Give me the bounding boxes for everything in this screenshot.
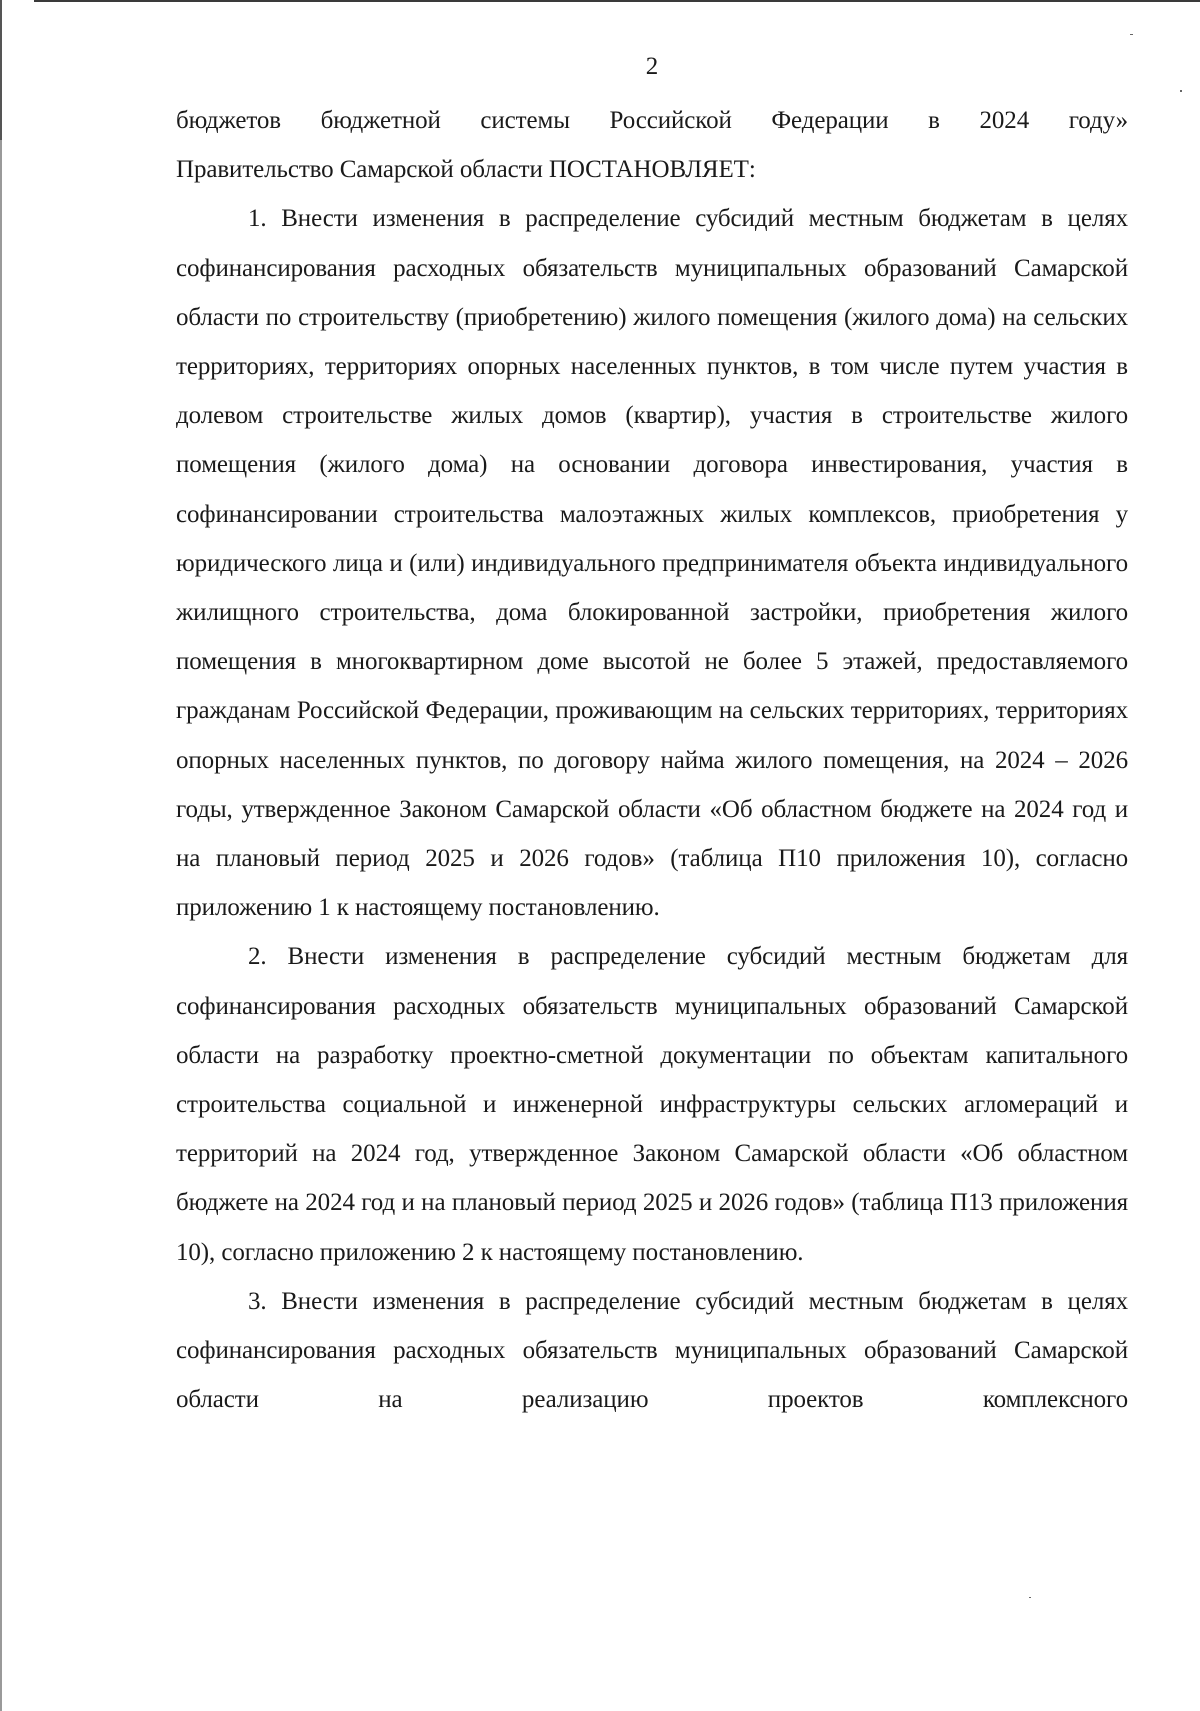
decree-item-3: 3. Внести изменения в распределение субсидий местным бюджетам в целях софинансирования расходных обязательств муниципальных образований Самарской области на реализацию проектов комплексного — [176, 1287, 1128, 1414]
intro-continuation: бюджетов бюджетной системы Российской Федерации в 2024 году» — [176, 107, 1128, 134]
scan-border-left — [0, 0, 2, 1711]
page-number: 2 — [645, 53, 659, 80]
decree-item-2: 2. Внести изменения в распределение субсидий местным бюджетам для софинансирования расходных обязательств муниципальных образований Самарской области на разработку проектно-сметной документации по объектам капитального строительства социальной и инженерной инфраструктуры сельских агломераций и территорий на 2024 год, утвержденное Законом Самарской области «Об областном бюджете на 2024 год и на плановый период 2025 и 2026 годов» (таблица П13 приложения 10), согласно приложению 2 к настоящему постановлению. — [176, 943, 1128, 1266]
scan-speck — [1180, 90, 1182, 92]
decree-item-1: 1. Внести изменения в распределение субсидий местным бюджетам в целях софинансирования расходных обязательств муниципальных образований Самарской области по строительству (приобретению) жилого помещения (жилого дома) на сельских территориях, территориях опорных населенных пунктов, в том числе путем участия в долевом строительстве жилых домов (квартир), участия в строительстве жилого помещения (жилого дома) на основании договора инвестирования, участия в софинансировании строительства малоэтажных жилых комплексов, приобретения у юридического лица и (или) индивидуального предпринимателя объекта индивидуального жилищного строительства, дома блокированной застройки, приобретения жилого помещения в многоквартирном доме высотой не более 5 этажей, предоставляемого гражданам Российской Федерации, проживающим на сельских территориях, территориях опорных населенных пунктов, по договору найма жилого помещения, на 2024 – 2026 годы, утвержденное Законом Самарской области «Об областном бюджете на 2024 год и на плановый период 2025 и 2026 годов» (таблица П10 приложения 10), согласно приложению 1 к настоящему постановлению. — [176, 205, 1128, 922]
scan-speck — [1029, 1597, 1031, 1598]
decree-statement: Правительство Самарской области ПОСТАНОВЛЯЕТ: — [176, 156, 756, 184]
scan-border-top — [34, 0, 1200, 2]
scan-speck — [1130, 34, 1133, 35]
document-page — [176, 52, 1128, 1424]
